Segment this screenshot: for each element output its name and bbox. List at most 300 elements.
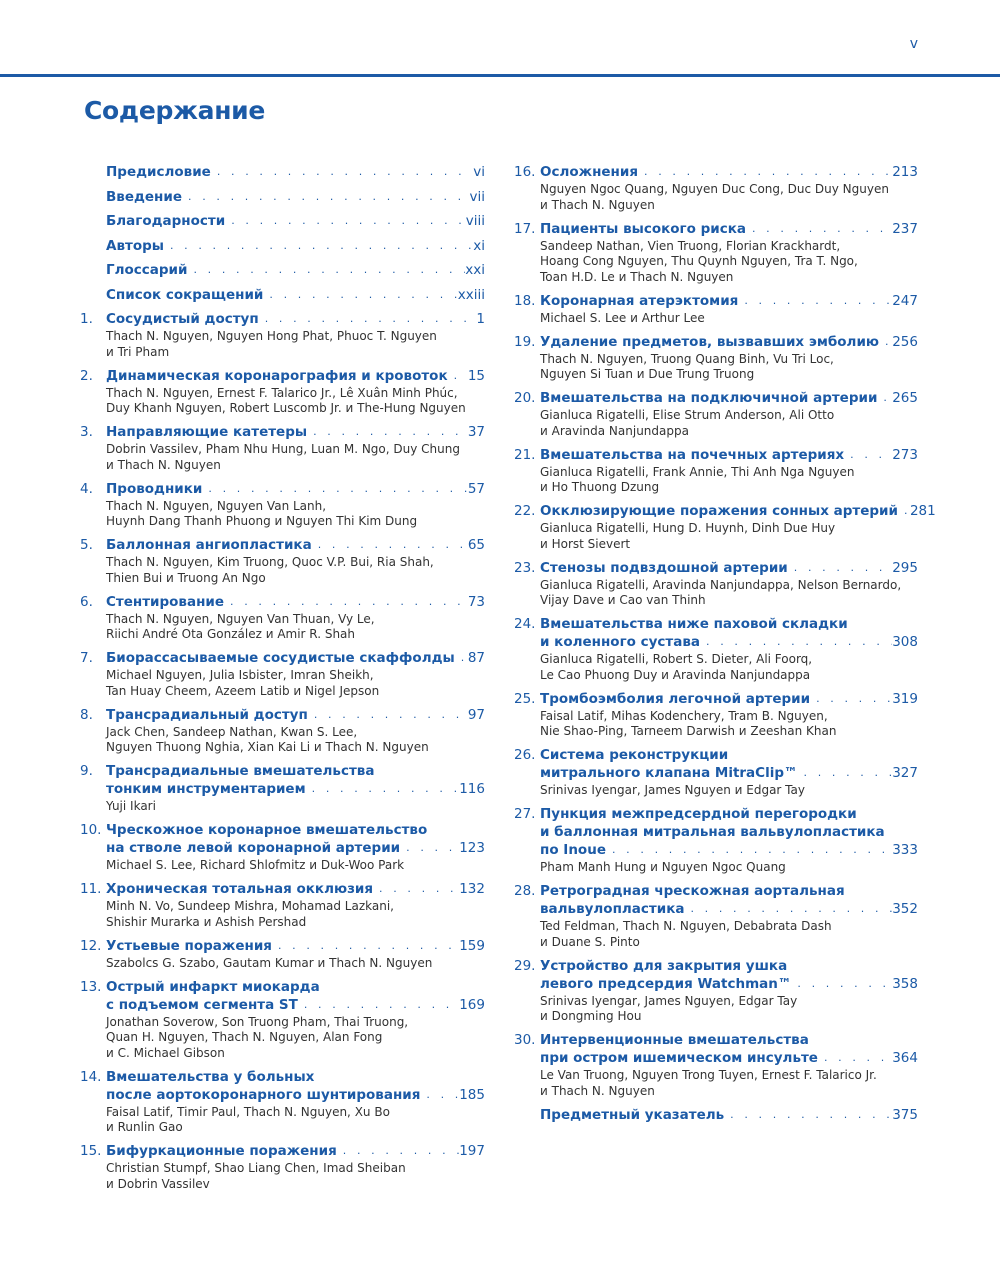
toc-entry-body (106, 163, 485, 181)
dot-leader (225, 212, 466, 230)
page-ref[interactable]: 15 (467, 367, 485, 384)
toc-title-row (106, 423, 485, 441)
toc-title-row (106, 237, 485, 255)
page-ref[interactable]: 333 (892, 842, 918, 858)
toc-title-row (106, 367, 485, 385)
toc-entry-body (106, 821, 485, 874)
page-ref[interactable]: 116 (459, 781, 485, 797)
toc-title-row (106, 762, 485, 780)
chapter-title[interactable]: Вмешательства на почечных артериях (540, 446, 845, 463)
toc-entry-body (540, 502, 936, 552)
author-line: Yuji Ikari (106, 799, 156, 813)
dot-leader (791, 975, 892, 993)
chapter-authors (106, 1014, 485, 1062)
author-line: и Tri Pham (106, 344, 170, 359)
dot-leader (259, 310, 477, 328)
author-line: Gianluca Rigatelli, Elise Strum Anderson, Ali Otto (540, 408, 835, 422)
chapter-number (80, 286, 106, 304)
toc-entry[interactable] (80, 706, 485, 756)
toc-entry[interactable] (514, 957, 918, 1025)
toc-title-row (540, 615, 918, 633)
author-line: Srinivas Iyengar, James Nguyen и Edgar Tay (540, 783, 805, 797)
dot-leader (879, 333, 892, 351)
toc-entry[interactable] (80, 423, 485, 473)
chapter-title[interactable]: Направляющие катетеры (106, 424, 308, 440)
author-line: и Dobrin Vassilev (106, 1176, 210, 1191)
toc-entry[interactable] (514, 559, 918, 609)
chapter-title[interactable]: с подъемом сегмента ST (106, 996, 298, 1013)
chapter-number: 17. (514, 220, 536, 237)
toc-entry-body (106, 1142, 485, 1192)
author-line: и Thach N. Nguyen (106, 457, 221, 472)
page-ref[interactable]: 256 (892, 333, 918, 350)
toc-entry-body (106, 188, 485, 206)
chapter-number: 29. (514, 957, 536, 974)
toc-entry[interactable] (514, 220, 918, 286)
author-line: Riichi André Ota González и Amir R. Shah (106, 627, 356, 641)
page-ref[interactable]: 87 (467, 650, 485, 666)
chapter-number: 11. (80, 881, 102, 897)
author-line: Pham Manh Hung и Nguyen Ngoc Quang (540, 860, 786, 874)
toc-entry-body (540, 333, 918, 383)
chapter-title[interactable]: Окклюзирующие поражения сонных артерий (540, 503, 898, 519)
author-line: Thach N. Nguyen, Kim Truong, Quoc V.P. Bui, Ria Shah, (106, 555, 434, 569)
page-ref[interactable]: 265 (892, 390, 918, 406)
dot-leader (224, 593, 468, 611)
toc-title-row (106, 706, 485, 724)
chapter-authors (106, 898, 485, 930)
page-ref[interactable]: 97 (467, 706, 485, 723)
author-line: и Runlin Gao (106, 1120, 183, 1134)
toc-title-row (106, 880, 485, 898)
toc-entry-body (540, 220, 918, 286)
dot-leader (373, 880, 459, 898)
chapter-title[interactable]: Бифуркационные поражения (106, 1143, 337, 1159)
chapter-title[interactable]: Введение (106, 188, 182, 205)
chapter-number: 28. (514, 883, 536, 899)
chapter-title[interactable]: Баллонная ангиопластика (106, 537, 312, 553)
chapter-title[interactable]: Вмешательства у больных (106, 1068, 315, 1085)
author-line: и Dongming Hou (540, 1009, 642, 1023)
chapter-title[interactable]: Коронарная атерэктомия (540, 292, 739, 309)
toc-title-row (540, 841, 918, 859)
toc-title-row (106, 593, 485, 611)
toc-entry[interactable] (514, 446, 918, 496)
toc-entry[interactable] (80, 978, 485, 1062)
page-ref[interactable]: vi (473, 164, 485, 180)
chapter-number: 9. (80, 763, 93, 779)
dot-leader (337, 1142, 459, 1160)
toc-title-row (540, 389, 918, 407)
chapter-number: 15. (80, 1143, 102, 1159)
chapter-title[interactable]: тонким инструментарием (106, 781, 306, 797)
toc-title-row (540, 746, 918, 764)
toc-title-row (540, 957, 918, 975)
page-ref[interactable]: 159 (459, 937, 485, 954)
toc-entry[interactable] (80, 1068, 485, 1136)
chapter-authors (106, 857, 485, 874)
toc-entry[interactable] (514, 333, 918, 383)
author-line: Duy Khanh Nguyen, Robert Luscomb Jr. и The-Hung Nguyen (106, 401, 466, 415)
author-line: Thach N. Nguyen, Truong Quang Binh, Vu Tri Loc, (540, 351, 834, 366)
chapter-authors (106, 554, 485, 586)
toc-entry-body (106, 593, 485, 643)
page-ref[interactable]: xxi (465, 262, 485, 278)
toc-entry-body (540, 615, 918, 683)
chapter-number: 20. (514, 390, 536, 406)
dot-leader (844, 446, 892, 464)
chapter-title[interactable]: Тромбоэмболия легочной артерии (540, 690, 811, 707)
toc-title-row (106, 1068, 485, 1086)
author-line: Faisal Latif, Timir Paul, Thach N. Nguyen, Xu Bo (106, 1104, 390, 1119)
toc-title-row (540, 1031, 918, 1049)
dot-leader (308, 706, 468, 724)
toc-entry[interactable] (514, 502, 936, 552)
dot-leader (298, 996, 459, 1014)
toc-entry[interactable] (80, 367, 485, 417)
page-ref[interactable]: vii (469, 188, 485, 205)
page-ref[interactable]: 197 (459, 1143, 485, 1159)
chapter-title[interactable]: и баллонная митральная вальвулопластика (540, 824, 885, 840)
toc-title-row (540, 975, 918, 993)
chapter-title[interactable]: Удаление предметов, вызвавших эмболию (540, 333, 880, 350)
toc-entry-body (106, 1068, 485, 1136)
chapter-title[interactable]: Благодарности (106, 213, 226, 229)
author-line: Ted Feldman, Thach N. Nguyen, Debabrata Dash (540, 919, 832, 933)
author-line: Nguyen Ngoc Quang, Nguyen Duc Cong, Duc Duy Nguyen (540, 182, 889, 196)
toc-entry[interactable] (80, 286, 485, 304)
chapter-number: 8. (80, 706, 93, 723)
chapter-number (80, 188, 106, 206)
chapter-authors (106, 1160, 485, 1192)
chapter-title[interactable]: Вмешательства на подключичной артерии (540, 390, 878, 406)
toc-entry[interactable] (514, 746, 918, 799)
chapter-title[interactable]: Предисловие (106, 164, 211, 180)
dot-leader (211, 163, 473, 181)
author-line: Thach N. Nguyen, Nguyen Hong Phat, Phuoc T. Nguyen (106, 329, 437, 343)
author-line: Gianluca Rigatelli, Aravinda Nanjundappa, Nelson Bernardo, (540, 577, 902, 592)
chapter-title[interactable]: Стентирование (106, 593, 225, 610)
page-ref[interactable]: 295 (892, 559, 918, 576)
toc-entry[interactable] (80, 310, 485, 360)
dot-leader (420, 1086, 459, 1104)
toc-entry-body (106, 880, 485, 930)
chapter-title[interactable]: Чрескожное коронарное вмешательство (106, 822, 428, 838)
toc-entry[interactable] (80, 1142, 485, 1192)
toc-title-row (106, 536, 485, 554)
chapter-title[interactable]: Трансрадиальные вмешательства (106, 763, 375, 779)
author-line: и Thach N. Nguyen (540, 1083, 655, 1098)
toc-title-row (540, 1049, 918, 1067)
toc-entry-body (106, 762, 485, 815)
toc-title-row (540, 333, 918, 351)
dot-leader (272, 937, 459, 955)
page-ref[interactable]: 375 (892, 1106, 918, 1123)
author-line: Hoang Cong Nguyen, Thu Quynh Nguyen, Tra T. Ngo, (540, 254, 858, 268)
author-line: Le Van Truong, Nguyen Trong Tuyen, Ernest F. Talarico Jr. (540, 1068, 877, 1082)
toc-title-row (106, 310, 485, 328)
chapter-title[interactable]: вальвулопластика (540, 901, 685, 917)
toc-entry[interactable] (514, 292, 918, 327)
toc-title-row (540, 220, 918, 238)
author-line: Vijay Dave и Cao van Thinh (540, 593, 706, 607)
toc-entry[interactable] (80, 188, 485, 206)
page-ref[interactable]: 185 (459, 1086, 485, 1103)
toc-entry[interactable] (514, 1031, 918, 1099)
dot-leader (312, 536, 468, 554)
chapter-title[interactable]: при остром ишемическом инсульте (540, 1050, 818, 1066)
chapter-title[interactable]: Динамическая коронарография и кровоток (106, 367, 448, 384)
chapter-authors (106, 724, 485, 756)
toc-entry[interactable] (514, 163, 918, 213)
chapter-authors (540, 238, 918, 286)
author-line: Michael S. Lee, Richard Shlofmitz и Duk-Woo Park (106, 858, 405, 872)
dot-leader (818, 1049, 892, 1067)
page-ref[interactable]: 247 (892, 292, 918, 309)
chapter-title[interactable]: Система реконструкции (540, 747, 729, 763)
page-ref[interactable]: 1 (476, 311, 485, 327)
page-ref[interactable]: 132 (459, 881, 485, 897)
author-line: Jonathan Soverow, Son Truong Pham, Thai Truong, (106, 1014, 409, 1029)
chapter-title[interactable]: Предметный указатель (540, 1106, 725, 1123)
page-ref[interactable]: 273 (892, 446, 918, 463)
page-ref[interactable]: 65 (467, 537, 485, 553)
author-line: Michael S. Lee и Arthur Lee (540, 310, 705, 325)
dot-leader (202, 480, 467, 498)
chapter-authors (106, 1104, 485, 1136)
author-line: Minh N. Vo, Sundeep Mishra, Mohamad Lazkani, (106, 899, 394, 913)
chapter-title[interactable]: Вмешательства ниже паховой складки (540, 616, 848, 632)
chapter-number: 4. (80, 480, 93, 497)
chapter-number (80, 212, 106, 230)
toc-title-row (540, 1106, 918, 1124)
chapter-title[interactable]: Пациенты высокого риска (540, 220, 746, 237)
toc-entry[interactable] (80, 649, 485, 699)
author-line: и Ho Thuong Dzung (540, 480, 660, 494)
toc-entry[interactable] (80, 212, 485, 230)
page-ref[interactable]: 213 (892, 164, 918, 180)
chapter-number: 14. (80, 1068, 102, 1085)
author-line: Thien Bui и Truong An Ngo (106, 570, 266, 585)
toc-entry-body (106, 212, 485, 230)
dot-leader (877, 389, 892, 407)
toc-title-row (106, 188, 485, 206)
chapter-title[interactable]: Биорассасываемые сосудистые скаффолды (106, 650, 455, 666)
chapter-number: 25. (514, 690, 536, 707)
toc-entry[interactable] (80, 163, 485, 181)
chapter-number: 22. (514, 503, 536, 519)
toc-entry[interactable] (80, 937, 485, 972)
toc-entry[interactable] (514, 389, 918, 439)
author-line: Tan Huay Cheem, Azeem Latib и Nigel Jepson (106, 683, 380, 698)
author-line: Jack Chen, Sandeep Nathan, Kwan S. Lee, (106, 724, 358, 739)
chapter-number (80, 261, 106, 279)
chapter-title[interactable]: Сосудистый доступ (106, 311, 259, 327)
page-ref[interactable]: 57 (467, 480, 485, 497)
author-line: Shishir Murarka и Ashish Pershad (106, 914, 307, 929)
chapter-title[interactable]: Осложнения (540, 164, 639, 180)
chapter-title[interactable]: Глоссарий (106, 262, 188, 278)
chapter-authors (106, 611, 485, 643)
toc-right-column (514, 163, 936, 1124)
chapter-title[interactable]: митрального клапана MitraClip™ (540, 765, 798, 781)
dot-leader (263, 286, 457, 304)
toc-entry-body (540, 559, 918, 609)
toc-title-row (540, 764, 918, 782)
dot-leader (724, 1106, 892, 1124)
chapter-authors (540, 407, 918, 439)
page-ref[interactable]: 352 (892, 901, 918, 917)
chapter-authors (540, 993, 918, 1025)
toc-entry[interactable] (80, 593, 485, 643)
author-line: Thach N. Nguyen, Ernest F. Talarico Jr., Lê Xuân Minh Phúc, (106, 385, 458, 400)
toc-entry[interactable] (514, 882, 918, 950)
chapter-title[interactable]: Острый инфаркт миокарда (106, 978, 320, 995)
toc-title-row (106, 1142, 485, 1160)
chapter-title[interactable]: и коленного сустава (540, 634, 700, 650)
toc-title-row (540, 633, 918, 651)
toc-entry-body (540, 690, 918, 740)
chapter-title[interactable]: Хроническая тотальная окклюзия (106, 881, 374, 897)
dot-leader (746, 220, 892, 238)
chapter-number (80, 237, 106, 255)
toc-entry[interactable] (80, 536, 485, 586)
chapter-number: 30. (514, 1032, 536, 1048)
page-ref[interactable]: 308 (892, 634, 918, 650)
toc-entry[interactable] (514, 805, 918, 876)
toc-entry[interactable] (80, 237, 485, 255)
chapter-authors (106, 385, 485, 417)
chapter-authors (540, 351, 918, 383)
toc-entry-body (106, 480, 485, 530)
toc-entry[interactable] (514, 690, 918, 740)
chapter-authors (540, 708, 918, 740)
page-ref[interactable]: 358 (892, 975, 918, 992)
dot-leader (684, 900, 892, 918)
toc-entry[interactable] (514, 1106, 918, 1124)
toc-title-row (540, 502, 936, 520)
chapter-title[interactable]: Пункция межпредсердной перегородки (540, 806, 857, 822)
chapter-number: 21. (514, 446, 536, 463)
chapter-title[interactable]: Устройство для закрытия ушка (540, 957, 788, 974)
author-line: Nguyen Si Tuan и Due Trung Truong (540, 367, 755, 381)
toc-title-row (540, 292, 918, 310)
chapter-title[interactable]: Список сокращений (106, 286, 264, 303)
page-ref[interactable]: xi (473, 237, 485, 254)
page-ref[interactable]: 281 (909, 503, 936, 519)
chapter-title[interactable]: Интервенционные вмешательства (540, 1032, 809, 1048)
toc-title-row (106, 821, 485, 839)
page-ref[interactable]: 327 (892, 765, 918, 781)
toc-title-row (540, 805, 918, 823)
chapter-number: 27. (514, 806, 536, 822)
chapter-title[interactable]: Проводники (106, 480, 203, 497)
toc-entry-body (106, 286, 485, 304)
toc-entry-body (106, 423, 485, 473)
toc-title-row (540, 882, 918, 900)
toc-entry-body (106, 706, 485, 756)
toc-title-row (106, 649, 485, 667)
page-ref[interactable]: 73 (467, 593, 485, 610)
chapter-title[interactable]: Стенозы подвздошной артерии (540, 559, 788, 576)
dot-leader (182, 188, 470, 206)
chapter-number: 13. (80, 978, 102, 995)
toc-entry[interactable] (80, 880, 485, 930)
toc-entry[interactable] (80, 821, 485, 874)
author-line: Gianluca Rigatelli, Hung D. Huynh, Dinh Due Huy (540, 521, 836, 535)
dot-leader (448, 367, 468, 385)
toc-title-row (106, 839, 485, 857)
chapter-authors (540, 859, 918, 876)
page-ref[interactable]: 319 (892, 690, 918, 707)
toc-entry-body (540, 746, 918, 799)
author-line: Michael Nguyen, Julia Isbister, Imran Sheikh, (106, 668, 374, 682)
author-line: Gianluca Rigatelli, Robert S. Dieter, Ali Foorq, (540, 652, 813, 666)
header-rule (0, 74, 1000, 77)
chapter-title[interactable]: Ретроградная чрескожная аортальная (540, 883, 845, 899)
chapter-title[interactable]: после аортокоронарного шунтирования (106, 1086, 421, 1103)
dot-leader (898, 502, 910, 520)
page-ref[interactable]: 123 (459, 840, 485, 856)
author-line: Sandeep Nathan, Vien Truong, Florian Krackhardt, (540, 238, 841, 253)
chapter-title[interactable]: Трансрадиальный доступ (106, 706, 308, 723)
toc-entry[interactable] (80, 480, 485, 530)
toc-title-row (106, 996, 485, 1014)
dot-leader (738, 292, 892, 310)
toc-entry-body (540, 292, 918, 327)
toc-title-row (540, 446, 918, 464)
chapter-title[interactable]: по Inoue (540, 842, 606, 858)
author-line: и Duane S. Pinto (540, 934, 640, 949)
chapter-authors (106, 441, 485, 473)
dot-leader (606, 841, 892, 859)
toc-title-row (106, 212, 485, 230)
chapter-title[interactable]: Авторы (106, 237, 164, 254)
page-ref[interactable]: 237 (892, 220, 918, 237)
page-ref[interactable]: 169 (459, 996, 485, 1013)
dot-leader (788, 559, 892, 577)
page-ref[interactable]: xxiii (457, 286, 485, 303)
dot-leader (307, 423, 468, 441)
toc-entry[interactable] (80, 261, 485, 279)
toc-entry-body (540, 1106, 918, 1124)
toc-entry[interactable] (80, 762, 485, 815)
toc-entry-body (540, 805, 918, 876)
chapter-number (514, 1106, 540, 1124)
toc-entry[interactable] (514, 615, 918, 683)
chapter-title[interactable]: на стволе левой коронарной артерии (106, 840, 401, 856)
toc-entry-body (106, 937, 485, 972)
toc-entry-body (106, 237, 485, 255)
chapter-number: 19. (514, 333, 536, 350)
author-line: Thach N. Nguyen, Nguyen Van Lanh, (106, 498, 327, 513)
chapter-title[interactable]: Устьевые поражения (106, 937, 272, 954)
author-line: Le Cao Phuong Duy и Aravinda Nanjundappa (540, 667, 811, 682)
page-ref[interactable]: viii (465, 213, 485, 229)
chapter-number: 2. (80, 367, 93, 384)
dot-leader (187, 261, 465, 279)
author-line: и Thach N. Nguyen (540, 197, 655, 212)
chapter-title[interactable]: левого предсердия Watchman™ (540, 975, 792, 992)
page-ref[interactable]: 364 (892, 1050, 918, 1066)
dot-leader (798, 764, 893, 782)
page-number: v (909, 36, 918, 52)
author-line: и C. Michael Gibson (106, 1045, 225, 1060)
chapter-authors (106, 955, 485, 972)
toc-title-row (106, 780, 485, 798)
page-ref[interactable]: 37 (467, 424, 485, 440)
author-line: и Horst Sievert (540, 536, 631, 551)
